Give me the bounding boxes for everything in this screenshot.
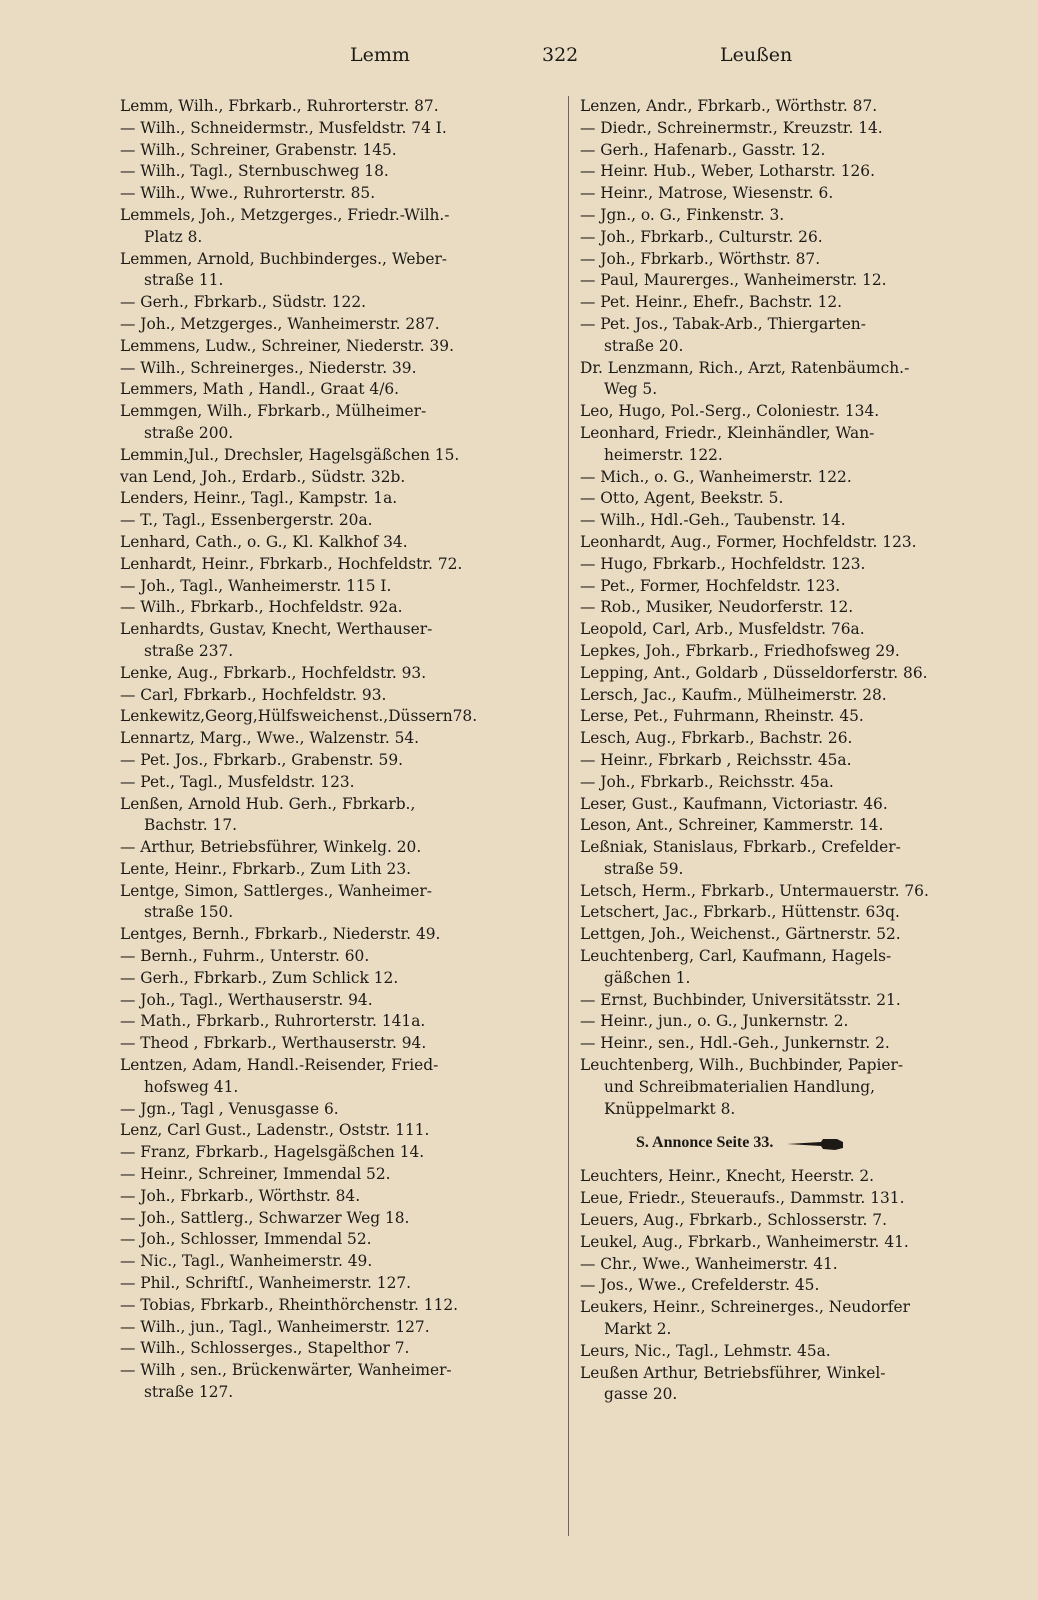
directory-entry (580, 1210, 1010, 1232)
directory-entry (580, 358, 1010, 402)
directory-entry (580, 161, 1010, 183)
directory-entry (580, 249, 1010, 271)
entry-line: — Diedr., Schreinermstr., Kreuzstr. 14. (580, 118, 883, 137)
directory-entry (580, 423, 1010, 467)
directory-entry (120, 706, 560, 728)
annonce-text: S. Annonce Seite 33. (636, 1134, 774, 1152)
entry-line: — Pet. Jos., Fbrkarb., Grabenstr. 59. (120, 750, 404, 769)
entry-line: Dr. Lenzmann, Rich., Arzt, Ratenbäumch.- (580, 358, 910, 377)
directory-entry (580, 902, 1010, 924)
directory-entry (580, 96, 1010, 118)
directory-entry (580, 924, 1010, 946)
entry-line: — Heinr., Matrose, Wiesenstr. 6. (580, 184, 834, 203)
entry-line: — Pet., Tagl., Musfeldstr. 123. (120, 772, 355, 791)
entry-line: Lentges, Bernh., Fbrkarb., Niederstr. 49. (120, 925, 441, 944)
directory-entry (120, 1251, 560, 1273)
directory-entry (580, 554, 1010, 576)
entry-continuation: straße 11. (144, 271, 224, 290)
directory-entry (120, 859, 560, 881)
entry-line: Lemmels, Joh., Metzgerges., Friedr.-Wilh.- (120, 205, 450, 224)
entry-line: Leukel, Aug., Fbrkarb., Wanheimerstr. 41. (580, 1232, 909, 1251)
directory-entry (120, 946, 560, 968)
directory-entry (120, 314, 560, 336)
entry-line: — Jgn., o. G., Finkenstr. 3. (580, 205, 785, 224)
directory-entry (580, 510, 1010, 532)
entry-line: — Wilh., Schreinerges., Niederstr. 39. (120, 358, 417, 377)
directory-entry (120, 968, 560, 990)
entry-continuation: heimerstr. 122. (604, 445, 723, 464)
entry-continuation: straße 237. (144, 641, 234, 660)
entry-line: Lenhardt, Heinr., Fbrkarb., Hochfeldstr. 72. (120, 554, 463, 573)
entry-line: — Math., Fbrkarb., Ruhrorterstr. 141a. (120, 1012, 426, 1031)
entry-line: — Wilh., jun., Tagl., Wanheimerstr. 127. (120, 1317, 430, 1336)
entry-line: van Lend, Joh., Erdarb., Südstr. 32b. (120, 467, 406, 486)
entry-line: — Heinr., sen., Hdl.-Geh., Junkernstr. 2. (580, 1034, 890, 1053)
directory-entry (120, 118, 560, 140)
directory-entry (580, 576, 1010, 598)
entry-line: — Wilh , sen., Brückenwärter, Wanheimer- (120, 1361, 452, 1380)
directory-entry (120, 576, 560, 598)
entry-line: — Arthur, Betriebsführer, Winkelg. 20. (120, 838, 422, 857)
directory-entry (580, 641, 1010, 663)
entry-continuation: straße 59. (604, 859, 684, 878)
entry-line: — Franz, Fbrkarb., Hagelsgäßchen 14. (120, 1143, 425, 1162)
entry-line: — Jos., Wwe., Crefelderstr. 45. (580, 1276, 820, 1295)
header-right-catchword: Leußen (720, 44, 793, 66)
entry-line: — Otto, Agent, Beekstr. 5. (580, 489, 784, 508)
entry-line: — Gerh., Hafenarb., Gasstr. 12. (580, 140, 826, 159)
directory-entry (580, 227, 1010, 249)
directory-entry (580, 292, 1010, 314)
entry-line: Lenz, Carl Gust., Ladenstr., Oststr. 111. (120, 1121, 430, 1140)
right-column (580, 96, 1010, 1566)
directory-entry (120, 1229, 560, 1251)
entry-line: — Heinr. Hub., Weber, Lotharstr. 126. (580, 162, 875, 181)
directory-entry (120, 249, 560, 293)
entry-line: — Rob., Musiker, Neudorferstr. 12. (580, 598, 854, 617)
directory-entry (580, 1297, 1010, 1341)
pointing-hand-icon (785, 1137, 845, 1151)
entry-line: Lentzen, Adam, Handl.-Reisender, Fried- (120, 1056, 439, 1075)
entry-line: — Joh., Tagl., Wanheimerstr. 115 I. (120, 576, 392, 595)
entry-line: Lennartz, Marg., Wwe., Walzenstr. 54. (120, 729, 420, 748)
directory-entry (580, 467, 1010, 489)
directory-entry (120, 1011, 560, 1033)
entry-line: — Pet., Former, Hochfeldstr. 123. (580, 576, 841, 595)
entry-line: — Tobias, Fbrkarb., Rheinthörchenstr. 112. (120, 1295, 459, 1314)
entry-line: Lepkes, Joh., Fbrkarb., Friedhofsweg 29. (580, 641, 900, 660)
directory-entry (580, 314, 1010, 358)
entry-line: — Phil., Schriftſ., Wanheimerstr. 127. (120, 1274, 412, 1293)
annonce-reference (580, 1126, 1010, 1160)
directory-entry (120, 619, 560, 663)
entry-line: Lenke, Aug., Fbrkarb., Hochfeldstr. 93. (120, 663, 427, 682)
directory-entry (580, 488, 1010, 510)
directory-entry (580, 881, 1010, 903)
entry-line: Lemmgen, Wilh., Fbrkarb., Mülheimer- (120, 402, 427, 421)
entry-continuation: Bachstr. 17. (144, 816, 238, 835)
directory-entry (120, 510, 560, 532)
entry-line: Leue, Friedr., Steueraufs., Dammstr. 131. (580, 1189, 905, 1208)
right-column-entries-after (580, 1166, 1010, 1406)
entry-line: Leuchtenberg, Carl, Kaufmann, Hagels- (580, 947, 892, 966)
entry-line: Leopold, Carl, Arb., Musfeldstr. 76a. (580, 620, 865, 639)
directory-entry (120, 183, 560, 205)
entry-line: Lemmens, Ludw., Schreiner, Niederstr. 39. (120, 336, 454, 355)
directory-entry (120, 379, 560, 401)
entry-continuation: Platz 8. (144, 227, 203, 246)
entry-line: — Wilh., Hdl.-Geh., Taubenstr. 14. (580, 511, 846, 530)
directory-entry (580, 140, 1010, 162)
directory-entry (120, 685, 560, 707)
directory-entry (580, 1033, 1010, 1055)
entry-line: Letsch, Herm., Fbrkarb., Untermauerstr. 76. (580, 881, 929, 900)
entry-line: Lenzen, Andr., Fbrkarb., Wörthstr. 87. (580, 97, 878, 115)
entry-line: Leßniak, Stanislaus, Fbrkarb., Crefelder- (580, 838, 901, 857)
entry-line: Lenders, Heinr., Tagl., Kampstr. 1a. (120, 489, 398, 508)
directory-entry (580, 1055, 1010, 1120)
entry-line: — Wilh., Schreiner, Grabenstr. 145. (120, 140, 397, 159)
entry-line: — Heinr., Fbrkarb , Reichsstr. 45a. (580, 750, 852, 769)
entry-line: — Pet. Jos., Tabak-Arb., Thiergarten- (580, 314, 866, 333)
entry-line: Leson, Ant., Schreiner, Kammerstr. 14. (580, 816, 884, 835)
entry-line: Lemm, Wilh., Fbrkarb., Ruhrorterstr. 87. (120, 97, 439, 115)
directory-entry (120, 1360, 560, 1404)
entry-line: Lersch, Jac., Kaufm., Mülheimerstr. 28. (580, 685, 887, 704)
directory-entry (120, 1338, 560, 1360)
directory-entry (580, 118, 1010, 140)
directory-entry (120, 597, 560, 619)
entry-line: — Jgn., Tagl , Venusgasse 6. (120, 1099, 339, 1118)
entry-line: — Heinr., Schreiner, Immendal 52. (120, 1165, 391, 1184)
entry-continuation: hofsweg 41. (144, 1077, 239, 1096)
entry-line: — Pet. Heinr., Ehefr., Bachstr. 12. (580, 293, 843, 312)
directory-entry (120, 336, 560, 358)
entry-continuation: Knüppelmarkt 8. (604, 1099, 736, 1118)
directory-entry (580, 1363, 1010, 1407)
directory-entry (120, 728, 560, 750)
entry-line: Leukers, Heinr., Schreinerges., Neudorfer (580, 1298, 910, 1317)
entry-line: — Wilh., Schneidermstr., Musfeldstr. 74 I. (120, 118, 447, 137)
entry-line: Lemmen, Arnold, Buchbinderges., Weber- (120, 249, 448, 268)
entry-line: Leonhard, Friedr., Kleinhändler, Wan- (580, 423, 875, 442)
entry-line: — Theod , Fbrkarb., Werthauserstr. 94. (120, 1034, 427, 1053)
entry-line: — Wilh., Schlosserges., Stapelthor 7. (120, 1339, 410, 1358)
directory-entry (120, 445, 560, 467)
directory-entry (580, 1232, 1010, 1254)
entry-line: Leo, Hugo, Pol.-Serg., Coloniestr. 134. (580, 402, 880, 421)
entry-line: — Bernh., Fuhrm., Unterstr. 60. (120, 947, 370, 966)
entry-line: Leuers, Aug., Fbrkarb., Schlosserstr. 7. (580, 1211, 887, 1230)
entry-line: — Hugo, Fbrkarb., Hochfeldstr. 123. (580, 554, 866, 573)
entry-line: Leurs, Nic., Tagl., Lehmstr. 45a. (580, 1341, 831, 1360)
entry-line: — Gerh., Fbrkarb., Südstr. 122. (120, 293, 367, 312)
entry-line: — Heinr., jun., o. G., Junkernstr. 2. (580, 1012, 849, 1031)
directory-entry (120, 1099, 560, 1121)
directory-entry (120, 1186, 560, 1208)
page-header (0, 44, 1038, 72)
entry-line: — Wilh., Tagl., Sternbuschweg 18. (120, 162, 389, 181)
directory-entry (580, 183, 1010, 205)
directory-entry (580, 685, 1010, 707)
entry-continuation: gäßchen 1. (604, 968, 691, 987)
directory-entry (120, 1317, 560, 1339)
directory-entry (120, 1120, 560, 1142)
directory-entry (580, 1275, 1010, 1297)
directory-entry (120, 1208, 560, 1230)
entry-line: Lentge, Simon, Sattlerges., Wanheimer- (120, 881, 432, 900)
entry-continuation: und Schreibmaterialien Handlung, (604, 1077, 876, 1096)
entry-line: Lerse, Pet., Fuhrmann, Rheinstr. 45. (580, 707, 864, 726)
entry-continuation: gasse 20. (604, 1385, 678, 1404)
entry-line: Lettgen, Joh., Weichenst., Gärtnerstr. 52. (580, 925, 901, 944)
directory-entry (580, 772, 1010, 794)
directory-entry (120, 1055, 560, 1099)
right-column-entries (580, 96, 1010, 1120)
header-left-catchword: Lemm (350, 44, 410, 66)
entry-line: Lemmers, Math , Handl., Graat 4/6. (120, 380, 400, 399)
directory-entry (120, 1273, 560, 1295)
directory-entry (120, 488, 560, 510)
entry-line: Letschert, Jac., Fbrkarb., Hüttenstr. 63q. (580, 903, 900, 922)
directory-entry (580, 815, 1010, 837)
directory-entry (580, 1188, 1010, 1210)
entry-line: — Joh., Fbrkarb., Culturstr. 26. (580, 227, 823, 246)
directory-entry (120, 750, 560, 772)
directory-entry (120, 794, 560, 838)
entry-line: — Joh., Fbrkarb., Reichsstr. 45a. (580, 772, 834, 791)
entry-line: — Joh., Tagl., Werthauserstr. 94. (120, 990, 373, 1009)
left-column (120, 96, 560, 1566)
entry-continuation: straße 127. (144, 1383, 234, 1402)
directory-entry (580, 706, 1010, 728)
column-divider (568, 96, 569, 1536)
entry-continuation: straße 150. (144, 903, 234, 922)
entry-line: — Joh., Metzgerges., Wanheimerstr. 287. (120, 314, 440, 333)
entry-line: — Joh., Fbrkarb., Wörthstr. 87. (580, 249, 821, 268)
entry-line: Leußen Arthur, Betriebsführer, Winkel- (580, 1363, 886, 1382)
directory-entry (580, 619, 1010, 641)
entry-line: — Nic., Tagl., Wanheimerstr. 49. (120, 1252, 373, 1271)
directory-entry (120, 358, 560, 380)
directory-entry (120, 401, 560, 445)
directory-entry (580, 532, 1010, 554)
directory-entry (580, 205, 1010, 227)
directory-entry (580, 270, 1010, 292)
directory-entry (580, 1254, 1010, 1276)
directory-entry (120, 96, 560, 118)
directory-entry (120, 140, 560, 162)
directory-entry (120, 467, 560, 489)
directory-entry (580, 597, 1010, 619)
directory-entry (120, 881, 560, 925)
directory-entry (120, 1164, 560, 1186)
entry-line: Leser, Gust., Kaufmann, Victoriastr. 46. (580, 794, 888, 813)
entry-line: — Ernst, Buchbinder, Universitätsstr. 21. (580, 990, 901, 1009)
entry-continuation: straße 200. (144, 423, 234, 442)
directory-entry (120, 205, 560, 249)
directory-entry (580, 794, 1010, 816)
page-number: 322 (542, 44, 579, 66)
directory-entry (120, 837, 560, 859)
entry-line: — Joh., Sattlerg., Schwarzer Weg 18. (120, 1208, 410, 1227)
entry-line: Leuchtenberg, Wilh., Buchbinder, Papier- (580, 1056, 904, 1075)
directory-entry (580, 946, 1010, 990)
entry-line: — Chr., Wwe., Wanheimerstr. 41. (580, 1254, 838, 1273)
directory-entry (120, 1033, 560, 1055)
entry-line: — Wilh., Fbrkarb., Hochfeldstr. 92a. (120, 598, 403, 617)
directory-entry (580, 990, 1010, 1012)
directory-entry (120, 532, 560, 554)
entry-line: Leonhardt, Aug., Former, Hochfeldstr. 123. (580, 532, 917, 551)
directory-entry (120, 1142, 560, 1164)
directory-entry (120, 924, 560, 946)
entry-line: Leuchters, Heinr., Knecht, Heerstr. 2. (580, 1167, 875, 1186)
entry-line: Lenßen, Arnold Hub. Gerh., Fbrkarb., (120, 794, 416, 813)
entry-line: Lesch, Aug., Fbrkarb., Bachstr. 26. (580, 729, 853, 748)
directory-entry (120, 1295, 560, 1317)
entry-continuation: Markt 2. (604, 1320, 672, 1339)
directory-entry (580, 663, 1010, 685)
entry-line: — Mich., o. G., Wanheimerstr. 122. (580, 467, 852, 486)
directory-entry (580, 1011, 1010, 1033)
directory-entry (580, 401, 1010, 423)
entry-line: Lenkewitz,Georg,Hülfsweichenst.,Düssern78. (120, 707, 478, 726)
directory-entry (120, 161, 560, 183)
directory-entry (580, 1166, 1010, 1188)
entry-line: — Gerh., Fbrkarb., Zum Schlick 12. (120, 968, 399, 987)
entry-line: — Joh., Schlosser, Immendal 52. (120, 1230, 372, 1249)
entry-line: Lente, Heinr., Fbrkarb., Zum Lith 23. (120, 859, 412, 878)
directory-entry (580, 728, 1010, 750)
entry-continuation: Weg 5. (604, 380, 658, 399)
entry-line: Lenhardts, Gustav, Knecht, Werthauser- (120, 620, 433, 639)
entry-line: — T., Tagl., Essenbergerstr. 20a. (120, 511, 373, 530)
directory-entry (580, 837, 1010, 881)
directory-entry (580, 1341, 1010, 1363)
entry-line: Lemmin,Jul., Drechsler, Hagelsgäßchen 15. (120, 445, 460, 464)
directory-entry (120, 990, 560, 1012)
directory-entry (120, 554, 560, 576)
directory-entry (580, 750, 1010, 772)
directory-entry (120, 772, 560, 794)
entry-line: Lepping, Ant., Goldarb , Düsseldorferstr. 86. (580, 663, 928, 682)
entry-line: — Joh., Fbrkarb., Wörthstr. 84. (120, 1186, 361, 1205)
entry-continuation: straße 20. (604, 336, 684, 355)
directory-entry (120, 663, 560, 685)
entry-line: — Carl, Fbrkarb., Hochfeldstr. 93. (120, 685, 387, 704)
entry-line: Lenhard, Cath., o. G., Kl. Kalkhof 34. (120, 532, 408, 551)
directory-entry (120, 292, 560, 314)
entry-line: — Wilh., Wwe., Ruhrorterstr. 85. (120, 184, 376, 203)
entry-line: — Paul, Maurerges., Wanheimerstr. 12. (580, 271, 887, 290)
